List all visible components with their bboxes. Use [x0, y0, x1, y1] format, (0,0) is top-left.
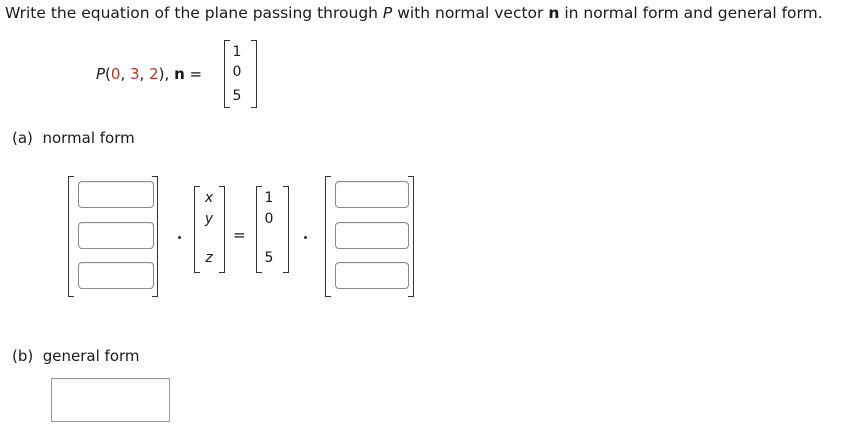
- normal-form-left-input-2[interactable]: [78, 222, 154, 249]
- left-matrix-left-bracket: [68, 176, 74, 297]
- part-a-vector-entry-1: 1: [264, 190, 274, 206]
- normal-form-right-input-1[interactable]: [335, 181, 409, 208]
- normal-form-right-input-2[interactable]: [335, 222, 409, 249]
- question-prefix: Write the equation of the plane passing through: [5, 4, 383, 22]
- part-b-heading: [12, 347, 140, 365]
- given-vector-entry-1: 1: [232, 44, 242, 60]
- right-matrix-left-bracket: [325, 176, 331, 297]
- given-point: P(0, 3, 2), n =: [96, 65, 203, 83]
- given-coord-z: 2: [149, 65, 159, 83]
- given-vector-symbol: n: [174, 65, 185, 83]
- general-form-input[interactable]: [51, 378, 170, 422]
- given-vector-entry-3: 5: [232, 88, 242, 104]
- variable-y: y: [204, 211, 214, 227]
- given-point-symbol: P: [96, 65, 106, 83]
- question-text: [5, 4, 823, 22]
- given-equals: =: [189, 65, 203, 83]
- normal-form-right-input-3[interactable]: [335, 262, 409, 289]
- part-a-vector-right-bracket: [283, 186, 289, 273]
- right-matrix-right-bracket: [408, 176, 414, 297]
- given-coord-x: 0: [110, 65, 121, 83]
- given-coord-y: 3: [130, 65, 140, 83]
- question-suffix: in normal form and general form.: [559, 4, 823, 22]
- variables-right-bracket: [219, 186, 225, 273]
- variable-z: z: [205, 250, 213, 266]
- normal-form-left-input-1[interactable]: [78, 181, 154, 208]
- question-vector-symbol: n: [548, 4, 560, 22]
- part-a-vector-entry-3: 5: [264, 250, 274, 266]
- part-a-heading: [12, 129, 135, 147]
- part-a-title: normal form: [42, 129, 135, 147]
- question-point-symbol: P: [382, 4, 393, 22]
- normal-form-left-input-3[interactable]: [78, 262, 154, 289]
- normal-form-equals: =: [233, 226, 246, 244]
- given-vector-right-bracket: [251, 40, 257, 108]
- part-a-vector-entry-2: 0: [264, 211, 274, 227]
- variable-x: x: [204, 190, 214, 206]
- left-matrix-right-bracket: [152, 176, 158, 297]
- dot-product-symbol-2: [304, 236, 307, 239]
- given-close-paren: ): [158, 65, 165, 83]
- given-comma: ,: [164, 65, 170, 83]
- given-open-paren: (: [105, 65, 111, 83]
- part-a-label: (a): [12, 129, 33, 147]
- part-b-label: (b): [12, 347, 34, 365]
- given-vector-entry-2: 0: [232, 64, 242, 80]
- question-middle: with normal vector: [392, 4, 549, 22]
- dot-product-symbol-1: [178, 236, 181, 239]
- part-b-title: general form: [42, 347, 140, 365]
